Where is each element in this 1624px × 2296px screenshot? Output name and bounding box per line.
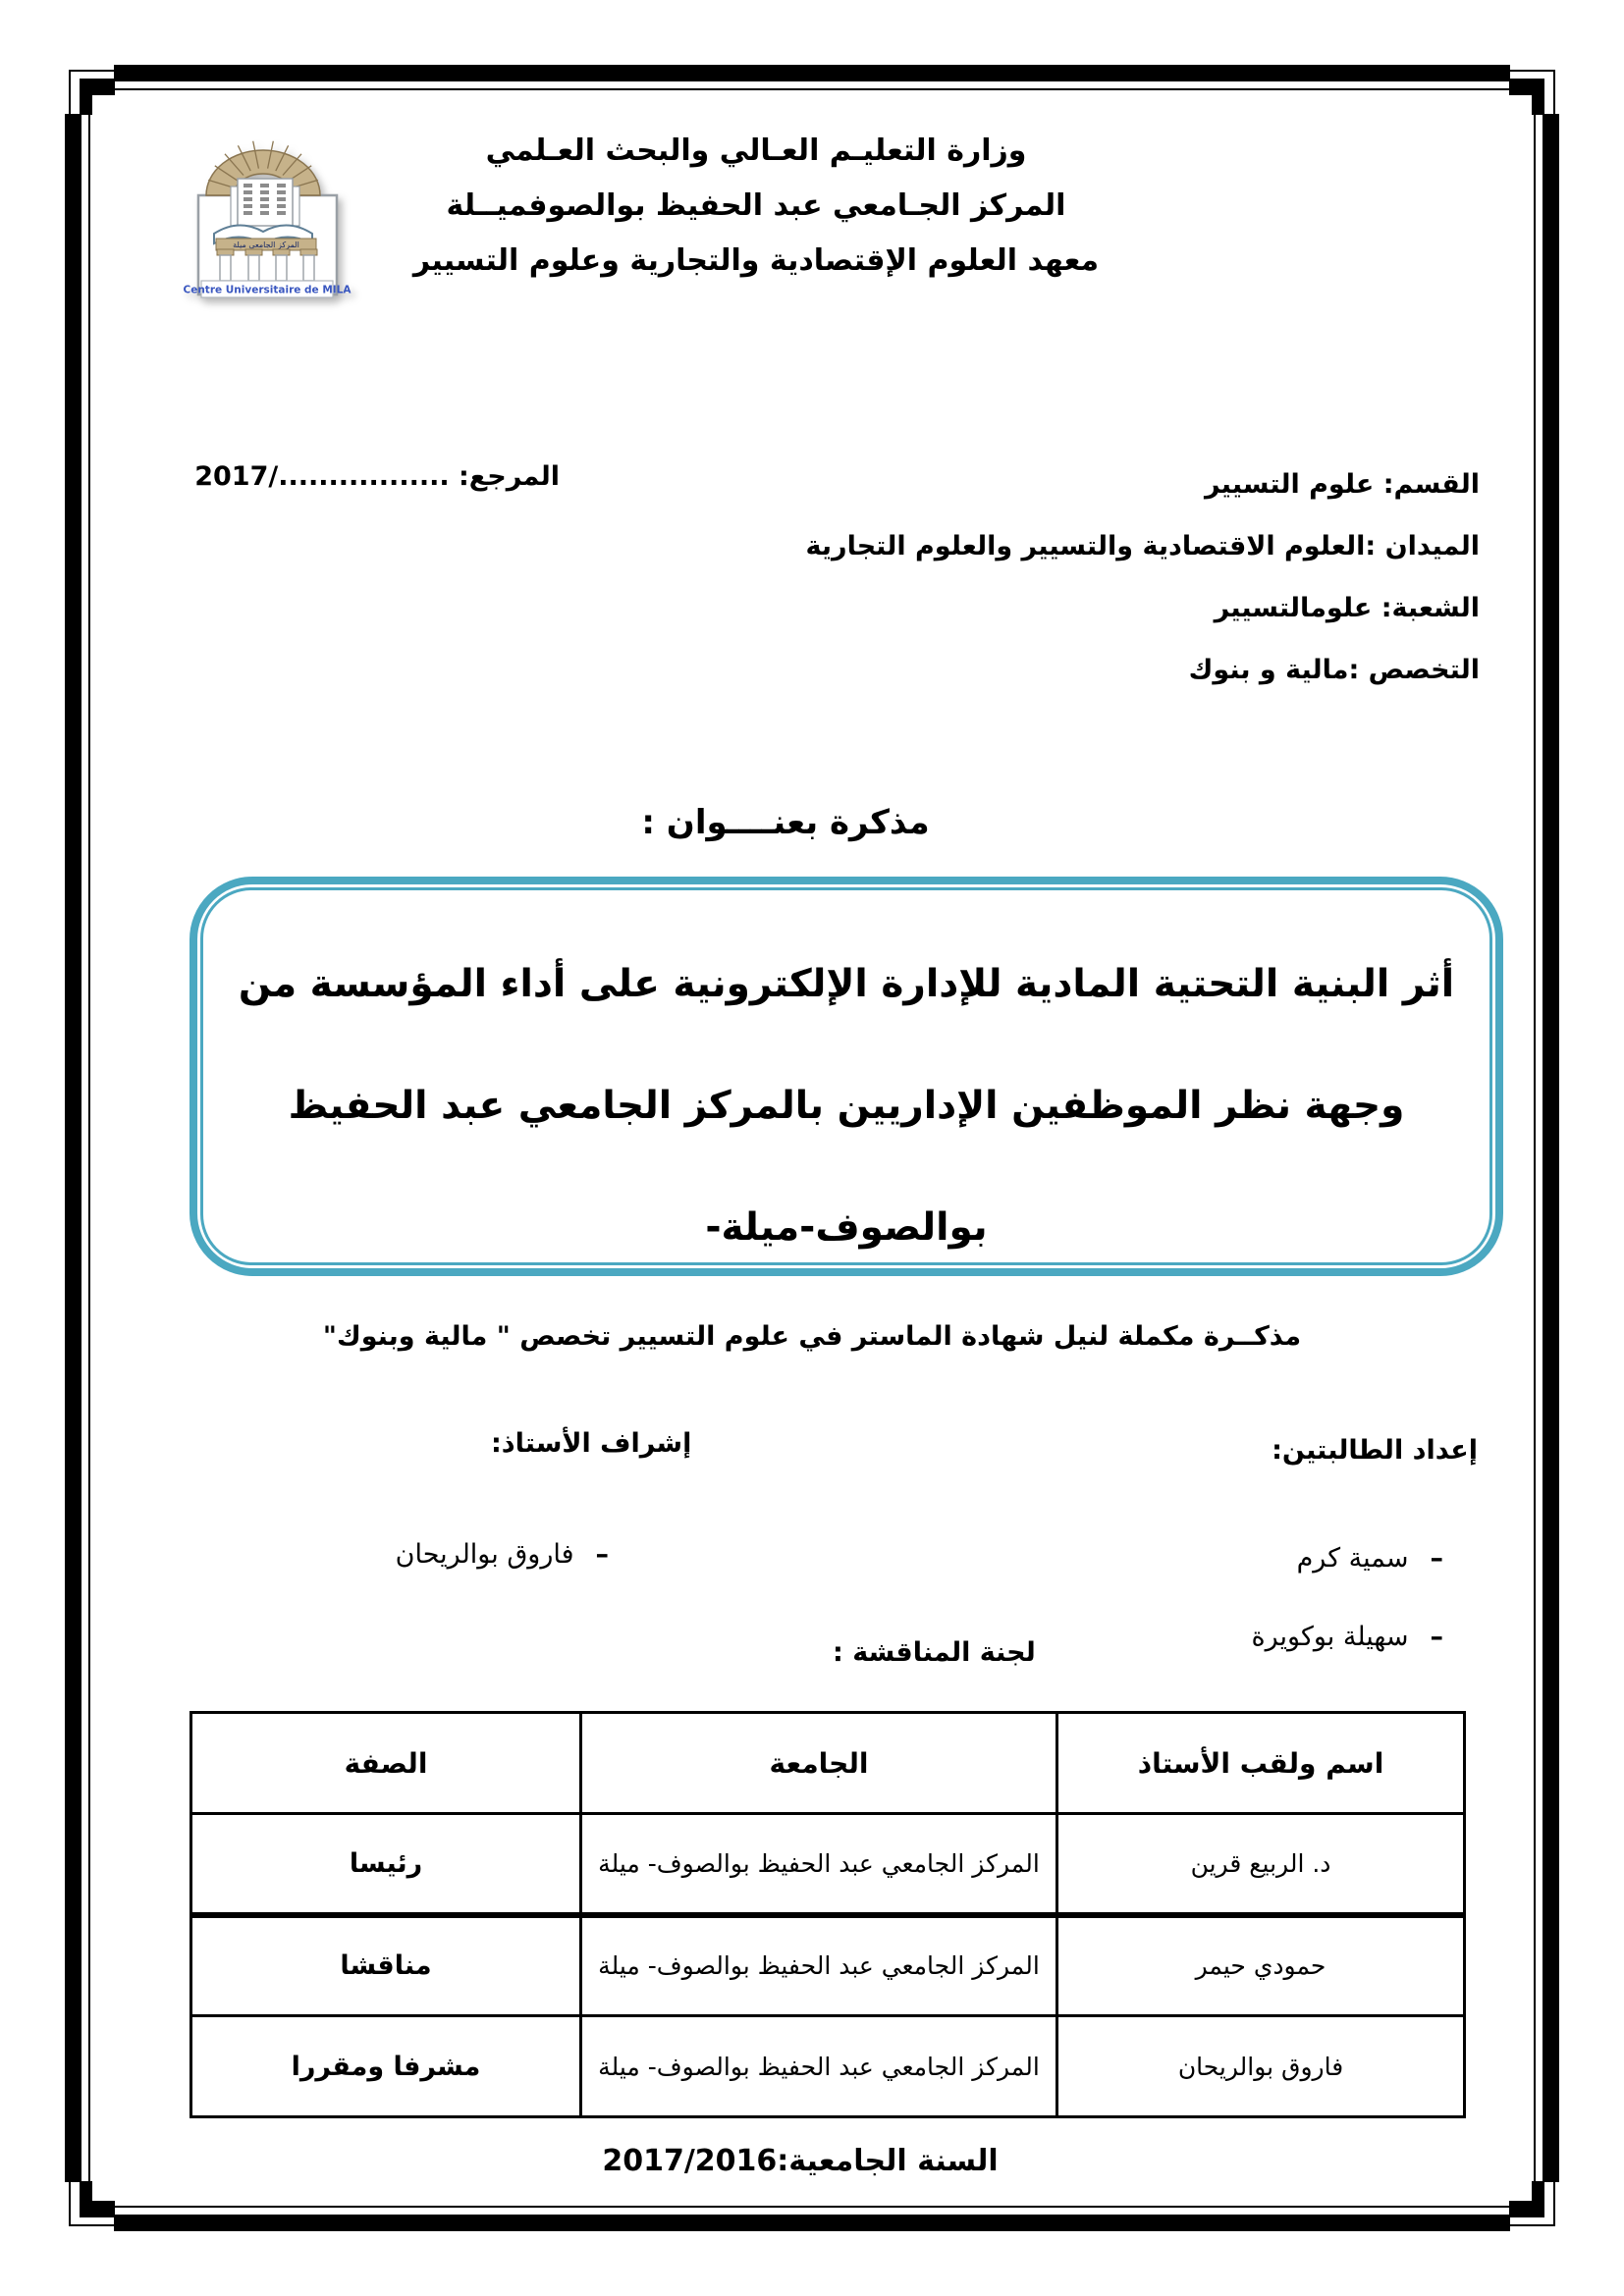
meta-branch: الشعبة: علومالتسيير xyxy=(1214,593,1480,623)
header-role: الصفة xyxy=(191,1713,581,1814)
university-center-line: المركز الجـامعي عبد الحفيظ بوالصوفميــلة xyxy=(446,188,1066,223)
jury-row-1 xyxy=(191,1814,1465,1915)
memo-heading: مذكرة بعنــــوان : xyxy=(641,803,930,842)
jury-1-name: د. الربيع قرين xyxy=(1057,1814,1465,1915)
ministry-line: وزارة التعليـم العـالي والبحث العـلمي xyxy=(485,133,1027,168)
header-university: الجامعة xyxy=(581,1713,1057,1814)
student-item-2 xyxy=(1251,1622,1443,1652)
thesis-title-box xyxy=(189,877,1503,1276)
jury-2-university: المركز الجامعي عبد الحفيظ بوالصوف- ميلة xyxy=(581,1915,1057,2016)
jury-table xyxy=(189,1711,1466,2118)
jury-row-3 xyxy=(191,2016,1465,2117)
logo-caption: Centre Universitaire de MILA xyxy=(183,284,352,296)
program-meta xyxy=(806,454,1480,701)
header-professor-name: اسم ولقب الأستاذ xyxy=(1057,1713,1465,1814)
title-line-3: بوالصوف-ميلة- xyxy=(705,1205,988,1250)
jury-1-university: المركز الجامعي عبد الحفيظ بوالصوف- ميلة xyxy=(581,1814,1057,1915)
student-item-1 xyxy=(1297,1543,1443,1574)
student-name-1: سمية كرم xyxy=(1296,1543,1409,1574)
institute-line: معهد العلوم الإقتصادية والتجارية وعلوم التسيير xyxy=(412,243,1100,278)
title-box-inner-border xyxy=(200,887,1492,1265)
jury-3-university: المركز الجامعي عبد الحفيظ بوالصوف- ميلة xyxy=(581,2016,1057,2117)
list-dash: – xyxy=(595,1539,609,1570)
jury-3-role: مشرفا ومقررا xyxy=(191,2016,581,2117)
supervisor-name: فاروق بوالريحان xyxy=(395,1539,574,1570)
student-name-2: سهيلة بوكويرة xyxy=(1251,1622,1409,1652)
committee-label: لجنة المناقشة : xyxy=(833,1637,1036,1668)
reference-number: المرجع: ................./2017 xyxy=(194,461,560,492)
jury-2-role: مناقشا xyxy=(191,1915,581,2016)
document-header xyxy=(236,124,1276,289)
jury-3-name: فاروق بوالريحان xyxy=(1057,2016,1465,2117)
jury-row-2 xyxy=(191,1915,1465,2016)
meta-specialty: التخصص :مالية و بنوك xyxy=(1188,655,1480,685)
academic-year: السنة الجامعية:2017/2016 xyxy=(602,2144,999,2178)
title-line-2: وجهة نظر الموظفين الإداريين بالمركز الجامعي عبد الحفيظ xyxy=(288,1084,1405,1128)
supervisor-label: إشراف الأستاذ: xyxy=(491,1428,692,1459)
list-dash: – xyxy=(1430,1543,1443,1574)
title-line-1: أثر البنية التحتية المادية للإدارة الإلكترونية على أداء المؤسسة من xyxy=(238,962,1455,1006)
meta-field: الميدان :العلوم الاقتصادية والتسيير والعلوم التجارية xyxy=(805,531,1480,561)
jury-2-name: حمودي حيمر xyxy=(1057,1915,1465,2016)
jury-header-row xyxy=(191,1713,1465,1814)
supervisor-item xyxy=(396,1539,609,1570)
students-label: إعداد الطالبتين: xyxy=(1272,1435,1478,1466)
list-dash: – xyxy=(1430,1622,1443,1652)
ribbon-text: المركز الجامعي ميلة xyxy=(233,240,299,249)
meta-department: القسم: علوم التسيير xyxy=(1205,469,1480,500)
thesis-title xyxy=(203,890,1489,1262)
jury-1-role: رئيسا xyxy=(191,1814,581,1915)
degree-subtitle: مذكــرة مكملة لنيل شهادة الماستر في علوم التسيير تخصص " مالية وبنوك" xyxy=(322,1321,1302,1352)
